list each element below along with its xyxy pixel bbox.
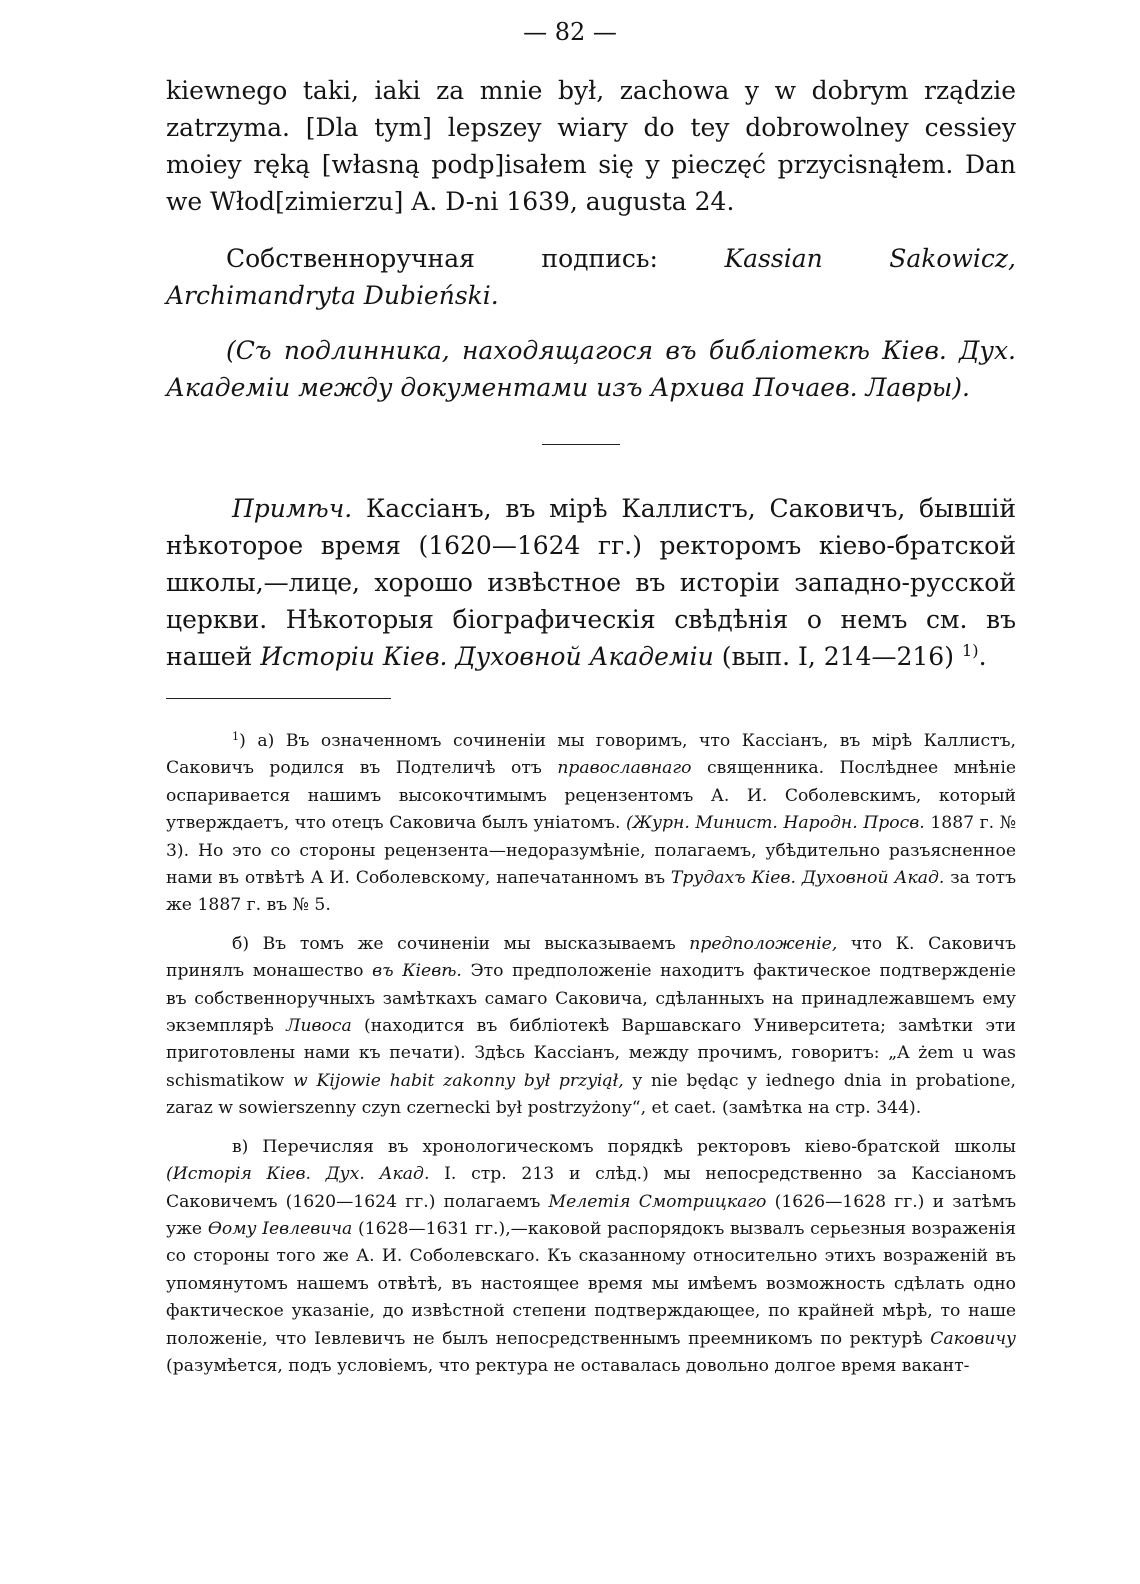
remark-text-1: Кассіанъ, въ мірѣ Каллистъ, Саковичъ, бывшій нѣкоторое время (1620—1624 гг.) ректоромъ кіево-братской школы,—лице, хорошо извѣстное въ исторіи западно-русской церкви. Нѣкоторыя біографическія свѣдѣнія о немъ см. въ нашей — [166, 494, 1016, 671]
footnotes — [166, 728, 1016, 1380]
remark-paragraph: Примѣч. Кассіанъ, въ мірѣ Каллистъ, Саковичъ, бывшій нѣкоторое время (1620—1624 гг.) ректоромъ кіево-братской школы,—лице, хорошо извѣстное въ исторіи западно-русской церкви. Нѣкоторыя біографическія свѣдѣнія о немъ см. въ нашей Исторіи Кіев. Духовной Академіи (вып. I, 214—216) $^{1)}$. — [166, 494, 1016, 671]
signature-paragraph — [166, 240, 1016, 314]
footnote-b: б) Въ томъ же сочиненіи мы высказываемъ предположеніе, что К. Саковичъ принялъ монашество въ Кіевѣ. Это предположеніе находитъ фактическое подтвержденіе въ собственноручныхъ замѣткахъ самаго Саковича, сдѣланныхъ на принадлежавшемъ ему экземплярѣ Ливоса (находится въ библіотекѣ Варшавскаго Университета; замѣтки эти приготовлены нами къ печати). Здѣсь Кассіанъ, между прочимъ, говоритъ: „A żem u was schismatikow w Kijowie habit zakonny był przyiął, y nie będąc y iednego dnia in probatione, zaraz w sowierszenny czyn czernecki był postrzyżony“, et caet. (замѣтка на стр. 344). — [166, 933, 1017, 1119]
remark-label: Примѣч. — [232, 494, 353, 523]
page-number: — 82 — — [523, 18, 617, 46]
main-text — [166, 72, 1016, 406]
footnote-a: $^1$) а) Въ означенномъ сочиненіи мы говоримъ, что Кассіанъ, въ мірѣ Каллистъ, Саковичъ родился въ Подтеличѣ отъ православнаго священника. Послѣднее мнѣніе оспаривается нашимъ высокочтимымъ рецензентомъ А. И. Соболевскимъ, который утверждаетъ, что отецъ Саковича былъ уніатомъ. (Журн. Минист. Народн. Просв. 1887 г. № 3). Но это со стороны рецензента—недоразумѣніе, полагаемъ, убѣдительно разъясненное нами въ отвѣтѣ А И. Соболевскому, напечатанномъ въ Трудахъ Кіев. Духовной Акад. за тотъ же 1887 г. въ № 5. — [166, 729, 1017, 916]
footnote-rule — [166, 698, 391, 699]
remark-title: Исторіи Кіев. Духовной Академіи — [260, 642, 714, 671]
remark-text-2: (вып. I, 214—216) — [721, 642, 954, 671]
letter-paragraph: kiewnego taki, iaki za mnie był, zachowa y w dobrym rządzie zatrzyma. [Dla tym] lepszey wiary do tey dobrowolney cessiey moiey ręką [własną podp]isałem się y pieczęć przycisnąłem. Dan we Włod[zimierzu] A. D-ni 1639, augusta 24. — [166, 76, 1016, 216]
signature-label: Собственноручная подпись: — [226, 244, 658, 273]
footnote-marker: 1 — [232, 729, 240, 743]
section-divider — [542, 444, 620, 445]
source-note: (Съ подлинника, находящагося въ библіотекѣ Кіев. Дух. Академіи между документами изъ Архива Почаев. Лавры). — [166, 336, 1016, 402]
footnote-ref: 1) — [961, 641, 979, 661]
signature-name: Kassian Sakowicz, Archimandryta Dubieński. — [166, 244, 1016, 310]
footnote-c: в) Перечисляя въ хронологическомъ порядкѣ ректоровъ кіево-братской школы (Исторія Кіев. Дух. Акад. I. стр. 213 и слѣд.) мы непосредственно за Кассіаномъ Саковичемъ (1620—1624 гг.) полагаемъ Мелетія Смотрицкаго (1626—1628 гг.) и затѣмъ уже Ѳому Іевлевича (1628—1631 гг.),—каковой распорядокъ вызвалъ серьезныя возраженія со стороны того же А. И. Соболевскаго. Къ сказанному относительно этихъ возраженій въ упомянутомъ нашемъ отвѣтѣ, въ настоящее время мы имѣемъ возможность сдѣлать одно фактическое указаніе, до извѣстной степени подтверждающее, по крайней мѣрѣ, то наше положеніе, что Іевлевичъ не былъ непосредственнымъ преемникомъ по ректурѣ Саковичу (разумѣется, подъ условіемъ, что ректура не оставалась довольно долгое время вакант- — [166, 1136, 1017, 1376]
